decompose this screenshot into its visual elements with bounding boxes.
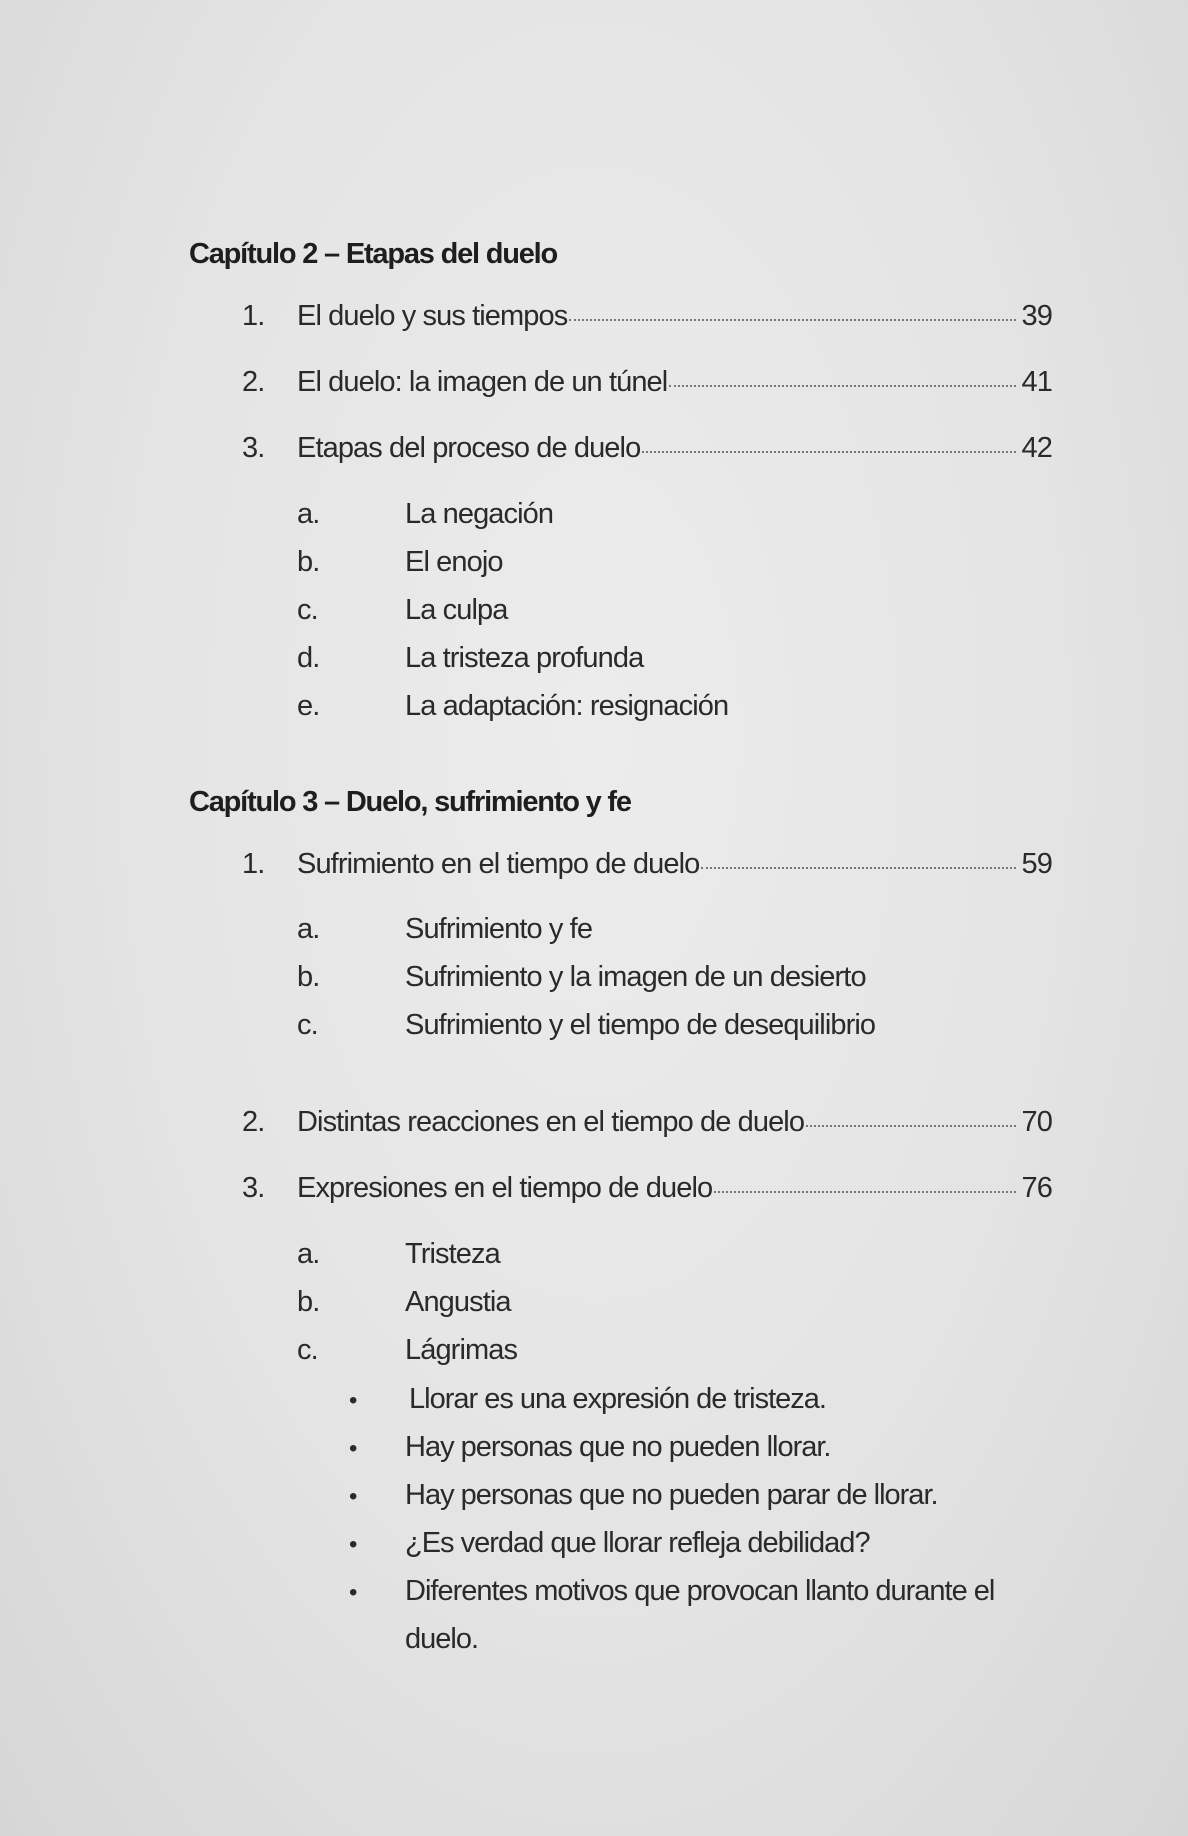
sub-item-text: La negación: [405, 498, 554, 530]
dot-leader: [701, 867, 1015, 869]
toc-entry: [242, 1172, 1052, 1205]
sub-item-text: La culpa: [405, 594, 508, 626]
sub-item-letter: b.: [297, 546, 320, 578]
toc-entry: [242, 432, 1052, 465]
bullet-icon: •: [349, 1435, 357, 1462]
entry-number: 1.: [242, 848, 265, 880]
sub-item: [297, 594, 507, 627]
dot-leader: [569, 319, 1015, 321]
entry-page: 76: [1021, 1172, 1052, 1204]
sub-item-letter: a.: [297, 1238, 320, 1270]
entry-title: Etapas del proceso de duelo: [297, 432, 641, 464]
dot-leader: [714, 1191, 1015, 1193]
bullet-text: Diferentes motivos que provocan llanto durante el duelo.: [405, 1575, 995, 1655]
toc-entry: [242, 1106, 1052, 1139]
sub-item-text: Tristeza: [405, 1238, 500, 1270]
entry-page: 42: [1021, 432, 1052, 464]
sub-item-text: Sufrimiento y el tiempo de desequilibrio: [405, 1009, 876, 1041]
sub-item-letter: a.: [297, 498, 320, 530]
entry-number: 2.: [242, 1106, 265, 1138]
toc-entry: [242, 848, 1052, 881]
bullet-text: ¿Es verdad que llorar refleja debilidad?: [405, 1527, 870, 1559]
bullet-item: [349, 1567, 1059, 1663]
sub-item-letter: d.: [297, 642, 320, 674]
sub-item-letter: c.: [297, 1009, 318, 1041]
entry-page: 59: [1021, 848, 1052, 880]
entry-number: 2.: [242, 366, 265, 398]
sub-item: [297, 642, 643, 675]
bullet-icon: •: [349, 1387, 357, 1414]
sub-item-text: El enojo: [405, 546, 503, 578]
entry-title: Sufrimiento en el tiempo de duelo: [297, 848, 700, 880]
entry-number: 1.: [242, 300, 265, 332]
sub-item-letter: a.: [297, 913, 320, 945]
bullet-item: [349, 1471, 1059, 1521]
bullet-text: Hay personas que no pueden parar de llorar.: [405, 1479, 938, 1511]
sub-item: [297, 1238, 500, 1271]
toc-entry: [242, 300, 1052, 333]
dot-leader: [642, 451, 1015, 453]
sub-item: [297, 498, 553, 531]
entry-title: Distintas reacciones en el tiempo de duelo: [297, 1106, 805, 1138]
sub-item-text: La tristeza profunda: [405, 642, 644, 674]
sub-item: [297, 961, 866, 994]
sub-item-letter: b.: [297, 1286, 320, 1318]
dot-leader: [669, 385, 1015, 387]
bullet-item: [349, 1519, 1059, 1569]
entry-number: 3.: [242, 1172, 265, 1204]
sub-item: [297, 690, 728, 723]
sub-item: [297, 546, 503, 579]
sub-item-letter: e.: [297, 690, 320, 722]
sub-item-text: Sufrimiento y la imagen de un desierto: [405, 961, 866, 993]
entry-title: El duelo y sus tiempos: [297, 300, 568, 332]
sub-item-letter: b.: [297, 961, 320, 993]
bullet-text: Hay personas que no pueden llorar.: [405, 1431, 831, 1463]
entry-title: El duelo: la imagen de un túnel: [297, 366, 668, 398]
sub-item-text: La adaptación: resignación: [405, 690, 729, 722]
sub-item: [297, 913, 592, 946]
sub-item: [297, 1009, 875, 1042]
bullet-icon: •: [349, 1483, 357, 1510]
toc-entry: [242, 366, 1052, 399]
sub-item-text: Angustia: [405, 1286, 511, 1318]
entry-number: 3.: [242, 432, 265, 464]
sub-item-letter: c.: [297, 1334, 318, 1366]
entry-page: 39: [1021, 300, 1052, 332]
dot-leader: [806, 1125, 1015, 1127]
bullet-icon: •: [349, 1531, 357, 1558]
sub-item: [297, 1334, 517, 1367]
sub-item-text: Lágrimas: [405, 1334, 518, 1366]
bullet-text: Llorar es una expresión de tristeza.: [409, 1383, 826, 1415]
sub-item: [297, 1286, 511, 1319]
sub-item-letter: c.: [297, 594, 318, 626]
bullet-item: [349, 1375, 1059, 1425]
chapter-title: Capítulo 2 – Etapas del duelo: [189, 238, 558, 270]
entry-page: 70: [1021, 1106, 1052, 1138]
sub-item-text: Sufrimiento y fe: [405, 913, 593, 945]
chapter-title: Capítulo 3 – Duelo, sufrimiento y fe: [189, 786, 631, 818]
bullet-icon: •: [349, 1579, 357, 1606]
entry-title: Expresiones en el tiempo de duelo: [297, 1172, 713, 1204]
entry-page: 41: [1021, 366, 1052, 398]
bullet-item: [349, 1423, 1059, 1473]
